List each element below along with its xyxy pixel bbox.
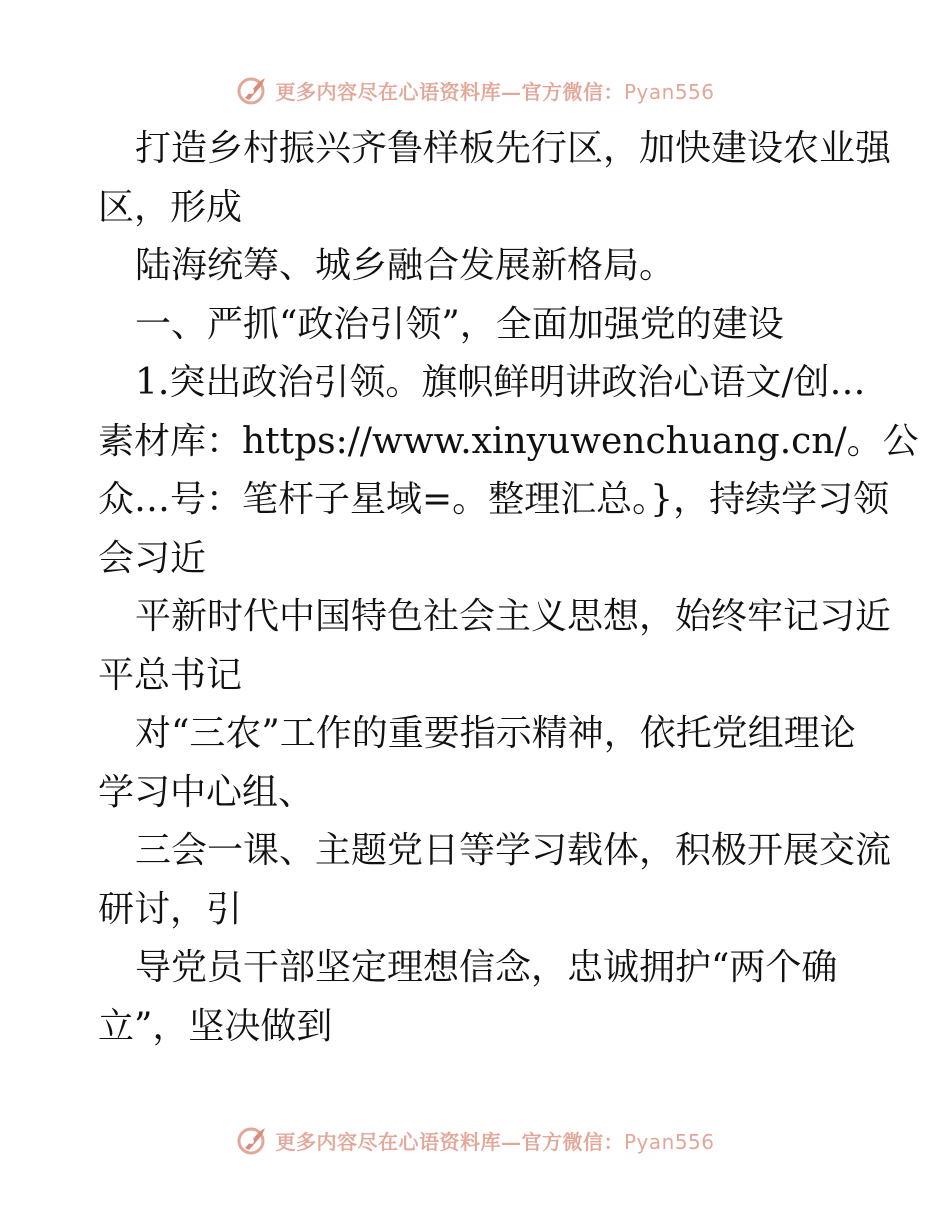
text-line: 学习中心组、 — [98, 771, 315, 813]
document-body — [98, 120, 919, 1056]
header-watermark — [0, 70, 950, 110]
text-line: 平新时代中国特色社会主义思想，始终牢记习近 — [135, 596, 892, 637]
text-line: 研讨，引 — [98, 888, 243, 930]
text-line: 打造乡村振兴齐鲁样板先行区，加快建设农业强 — [135, 128, 892, 169]
watermark-text: 更多内容尽在心语资料库—官方微信：Pyan556 — [275, 79, 715, 104]
text-line: 立”，坚决做到 — [98, 1005, 333, 1047]
text-line: 区，形成 — [98, 186, 243, 228]
text-line: 素材库：https://www.xinyuwenchuang.cn/。公 — [98, 420, 919, 462]
section-heading: 一、严抓“政治引领”，全面加强党的建设 — [135, 303, 784, 345]
text-line: 1.突出政治引领。旗帜鲜明讲政治心语文/创… — [135, 362, 866, 403]
footer-watermark — [0, 1120, 950, 1160]
pen-nib-circle-icon — [235, 72, 271, 108]
text-line: 平总书记 — [98, 654, 243, 696]
text-line: 陆海统筹、城乡融合发展新格局。 — [135, 245, 676, 286]
pen-nib-circle-icon — [235, 1122, 271, 1158]
text-line: 对“三农”工作的重要指示精神，依托党组理论 — [135, 713, 856, 754]
text-line: 众…号：笔杆子星域=。整理汇总。}，持续学习领 — [98, 479, 890, 520]
text-line: 三会一课、主题党日等学习载体，积极开展交流 — [135, 830, 892, 871]
watermark-text: 更多内容尽在心语资料库—官方微信：Pyan556 — [275, 1129, 715, 1154]
text-line: 导党员干部坚定理想信念，忠诚拥护“两个确 — [135, 947, 838, 988]
text-line: 会习近 — [98, 537, 207, 579]
